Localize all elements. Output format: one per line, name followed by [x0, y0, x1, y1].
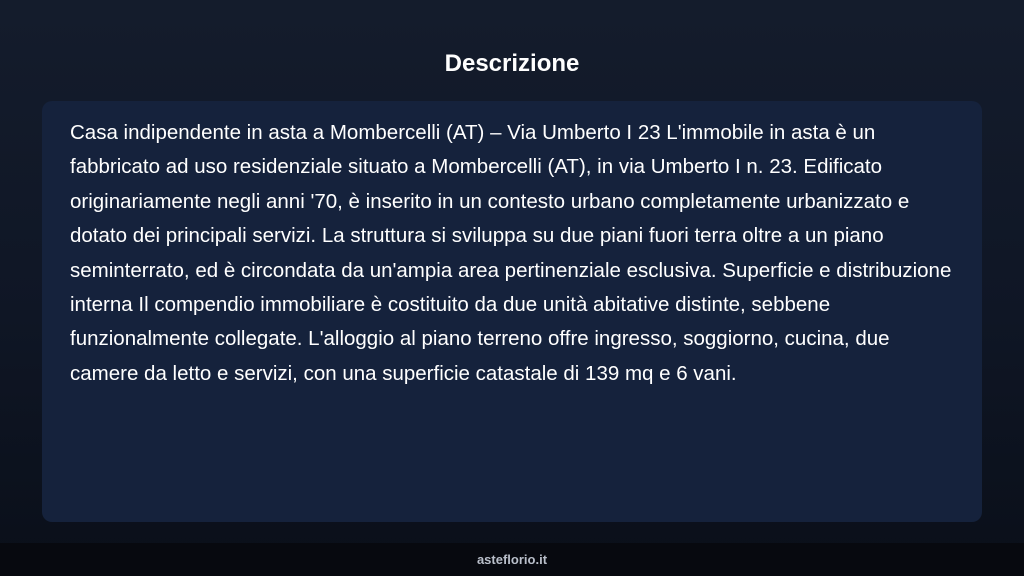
description-card — [42, 101, 982, 522]
page-title: Descrizione — [444, 50, 580, 77]
description-text: Casa indipendente in asta a Mombercelli (AT) – Via Umberto I 23 L'immobile in asta è un fabbricato ad uso residenziale situato a Mombercelli (AT), in via Umberto I n. 23. Edificato originariamente negli anni '70, è inserito in un contesto urbano completamente urbanizzato e dotato dei principali servizi. La struttura si sviluppa su due piani fuori terra oltre a un piano seminterrato, ed è circondata da un'ampia area pertinenziale esclusiva. Superficie e distribuzione interna Il compendio immobiliare è costituito da due unità abitative distinte, sebbene funzionalmente collegate. L'alloggio al piano terreno offre ingresso, soggiorno, cucina, due camere da letto e servizi, con una superficie catastale di 139 mq e 6 vani. — [70, 121, 952, 385]
footer-site-label: asteflorio.it — [476, 552, 548, 567]
footer-bar — [0, 543, 1024, 576]
